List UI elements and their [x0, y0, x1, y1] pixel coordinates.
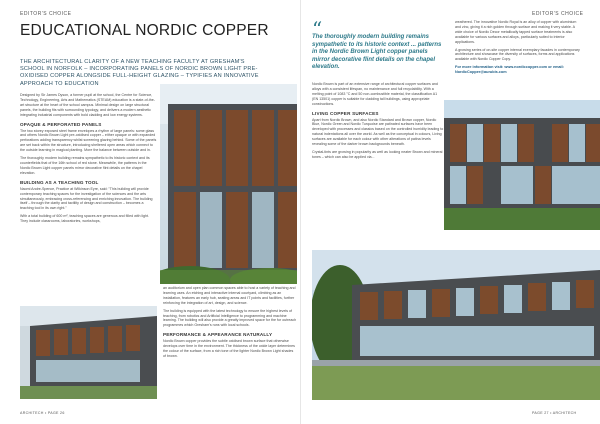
info-email-link[interactable]: NordicCopper@aurubis.com [455, 70, 507, 75]
right-column-1 [312, 82, 444, 160]
section-heading: LIVING COPPER SURFACES [312, 110, 379, 116]
right-column-2 [455, 20, 583, 75]
quote-mark: “ [312, 17, 323, 41]
body-text: Apart from Nordic Brown, and also Nordic Standard and Brown copper, Nordic Blue, Nordic Green and Nordic Turquoise are patinated surfaces have been developed with processes and classics based on the controlled humidity leading to natural indentations all over the world. As well as the conceptual in colours, Living surfaces are available for each colour with other alterations of patina levels revealing some of the darker brown backgrounds beneath. [312, 117, 444, 147]
building-photo-landscape [312, 250, 600, 400]
building-photo-corner [20, 306, 157, 399]
section-heading: OPAQUE & PERFORATED PANELS [20, 121, 102, 127]
footer-right: PAGE 27 • ARCHITECH [532, 411, 577, 415]
pull-quote: The thoroughly modern building remains sympathetic to its historic context ... patterns in the Nordic Brown Light copper panels mirror decorative flint details on the chapel elevation. [312, 34, 442, 71]
section-heading: BUILDING AS A TEACHING TOOL [20, 179, 99, 185]
body-text: A growing series of on-site copper internal exemplary facades in contemporary architecture and showcase the diversity of surfaces, forms and applications available with Nordic Copper Copy. [455, 47, 580, 62]
info-label: For more information visit: www.nordiccopper.com or email: [455, 65, 564, 70]
left-column-1 [20, 93, 157, 224]
body-text: Crystal-tints are growing in popularity as well as looking neater Brown and mineral tones – which can also be applied via... [312, 149, 443, 159]
body-text: Nordic Brown copper provides the subtle oxidised brown surface that otherwise develops over time in the environment. The thickness of the oxide layer determines the colour of the surface, from a rich tone of the lighter Nordic Brown Light shades of brown. [163, 339, 295, 358]
body-text: The two storey exposed steel frame envelopes a rhythm of large panels: some glass and others Nordic Brown Light pre-oxidised copper – either opaque or with expanded perforations adding transparency whilst screening glazing behind. Some of the panels are set back within the structure, introducing sheltered open areas which connect to the outside learning in magical planting. More the balance between outside and in. [20, 128, 157, 153]
body-text: With a total building of 600 m², teaching spaces are generous and filled with light. They include classrooms, laboratories, workshops, [20, 214, 150, 224]
body-text: an auditorium and open plan common spaces able to host a variety of teaching and learning uses. An etching and interactive internal courtyard, climbing as an installation, features an early hub, seating areas and IT points and facilities, further reinforcing the integration of art, design, and science. [163, 286, 296, 305]
body-text: The building is equipped with the latest technology to ensure the highest levels of teaching, from robotics and Artificial Intelligence to programming and machine learning. The building will also provide a greatly improved space for the for outreach programmes which Gresham's runs with local schools. [163, 308, 297, 328]
body-text: The thoroughly modern building remains sympathetic to its historic context and its counterfields that of the 16th school of red stone. Meanwhile, the patterns in the Nordic Brown Light copper panels mirror decorative flint details on the chapel elevation. [20, 156, 150, 175]
building-photo-main [160, 84, 297, 284]
section-heading: PERFORMANCE & APPEARANCE NATURALLY [163, 332, 273, 338]
body-text: weathered. The innovative Nordic Royal is an alloy of copper with aluminium and zinc, giving it a rich golden through surface and making it very stable. A wide choice of Nordic Decor metallically tapped surface treatments is also available for various surfaces and alloys, particularly suited to interior applications. [455, 20, 577, 44]
left-column-2 [163, 286, 297, 359]
building-photo-right [444, 100, 600, 230]
body-text: Designed by Sir James Dyson, a former pupil at the school, the Centre for Science, Technology, Engineering, Arts and Mathematics (STEAM) education is a state-of-the-art structure at the heart of the school campus. Minimal design on large structural panels, the building fits with surrounding typology, and delivers a modern aesthetic integrating industrial components with bold cladding and low energy systems. [20, 93, 155, 117]
body-text: Naomi Andre-Spence, Practice at Wilkinson Eyre, said: "This building will provide contemporary teaching spaces for the investigation of the sciences and the arts simultaneously, embracing cross-referencing and enriching innovation. The building itself – through the clarity and tactility of design and construction – becomes a teaching tool in its own right." [20, 186, 153, 211]
body-text: Nordic Brown is part of an extensive range of architectural copper surfaces and alloys with a consistent lifespan, no maintenance and full recyclability. With a melting point of 1083 °C and 50 non-combustible material, the classification A1 (EN 13501) copper is suitable for cladding tall buildings, using appropriate constructions. [312, 82, 438, 106]
footer-left: ARCHITECH • PAGE 26 [20, 411, 65, 415]
page-title: EDUCATIONAL NORDIC COPPER [20, 22, 269, 39]
page-gutter [300, 0, 301, 424]
standfirst: THE ARCHITECTURAL CLARITY OF A NEW TEACHING FACULTY AT GRESHAM'S SCHOOL IN NORFOLK – INCORPORATING PANELS OF NORDIC BROWN LIGHT PRE-OXIDISED COPPER ALONGSIDE FULL-HEIGHT GLAZING – TYPIFIES AN INNOVATIVE APPROACH TO EDUCATION [20, 59, 259, 87]
kicker-left: EDITOR'S CHOICE [20, 11, 72, 17]
kicker-right: EDITOR'S CHOICE [532, 11, 584, 17]
